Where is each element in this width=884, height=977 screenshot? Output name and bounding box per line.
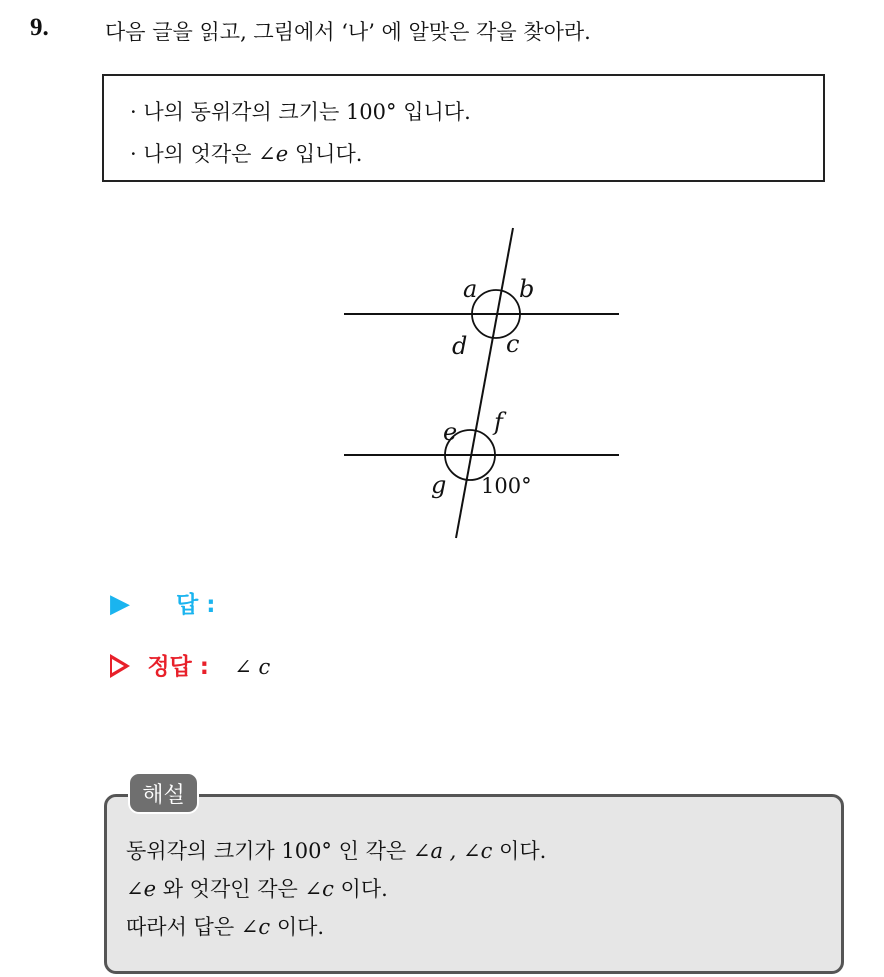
angle-label-c: c xyxy=(506,330,520,358)
explanation-line-2 xyxy=(126,873,388,903)
angle-label-f: f xyxy=(494,408,503,436)
outline-triangle-icon xyxy=(110,654,130,678)
correct-answer-row xyxy=(110,648,270,681)
correct-answer-label: 정답 : xyxy=(147,654,209,680)
explanation-line-2-b: 와 엇각인 각은 xyxy=(162,877,298,901)
correct-answer-value: ∠ c xyxy=(234,655,271,679)
explanation-line-3-a: 따라서 답은 xyxy=(126,915,235,939)
condition-angle-e: ∠e xyxy=(258,142,289,166)
explanation-line-1-c: 이다. xyxy=(499,839,547,863)
explanation-line-3-c: 이다. xyxy=(276,915,325,939)
question-text: 다음 글을 읽고, 그림에서 ‘나’ 에 알맞은 각을 찾아라. xyxy=(105,20,591,44)
angle-value-100: 100° xyxy=(481,474,532,498)
answer-row xyxy=(110,586,215,619)
angle-label-b: b xyxy=(519,275,535,303)
condition-line-2-suffix: 입니다. xyxy=(294,142,363,166)
explanation-line-3-angle-c: ∠c xyxy=(240,915,271,939)
answer-label: 답 : xyxy=(176,592,216,618)
solid-triangle-icon: ▶ xyxy=(110,589,130,619)
condition-line-2-prefix: · 나의 엇각은 xyxy=(130,142,252,166)
angle-label-d: d xyxy=(452,332,468,360)
explanation-line-1 xyxy=(126,835,546,865)
explanation-line-2-angle-c: ∠c xyxy=(304,877,334,901)
explanation-line-1-a: 동위각의 크기가 100° 인 각은 xyxy=(126,839,407,863)
explanation-line-2-angle-e: ∠e xyxy=(126,877,157,901)
explanation-line-2-d: 이다. xyxy=(340,877,388,901)
explanation-line-1-angles: ∠a , ∠c xyxy=(412,839,493,863)
angle-label-e: e xyxy=(443,418,458,446)
explanation-line-3 xyxy=(126,911,324,941)
angle-label-a: a xyxy=(463,275,478,303)
condition-line-1: · 나의 동위각의 크기는 100° 입니다. xyxy=(130,100,471,124)
explanation-tag: 해설 xyxy=(128,772,199,814)
question-number: 9. xyxy=(30,14,49,41)
angle-label-g: g xyxy=(431,471,447,499)
